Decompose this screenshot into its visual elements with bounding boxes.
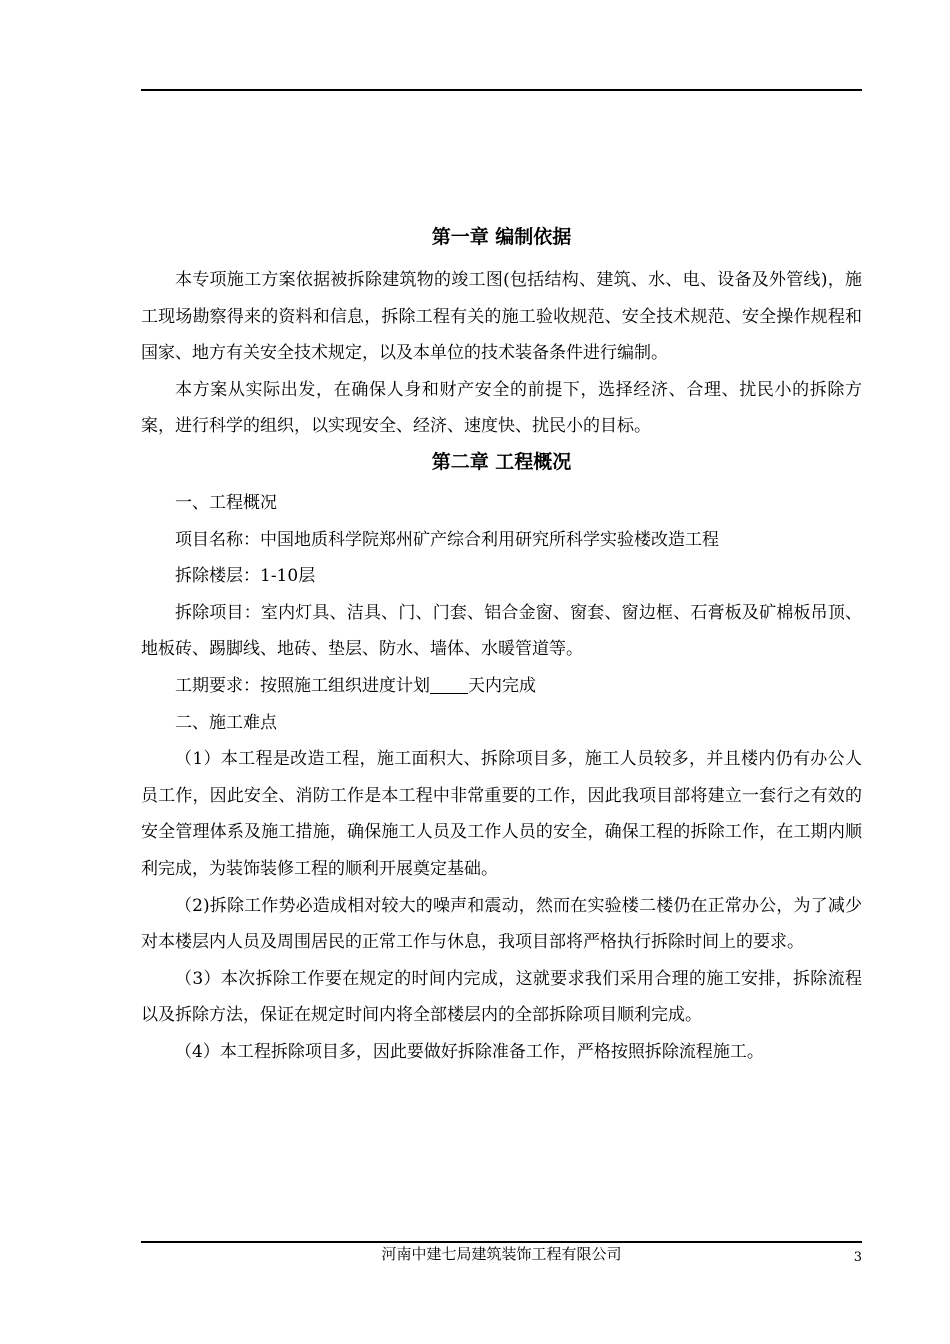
section-2-heading: 二、施工难点 bbox=[175, 712, 277, 733]
schedule-requirement bbox=[141, 668, 862, 705]
schedule-prefix: 工期要求：按照施工组织进度计划 bbox=[175, 675, 430, 696]
difficulty-4: （4）本工程拆除项目多，因此要做好拆除准备工作，严格按照拆除流程施工。 bbox=[175, 1041, 764, 1062]
chapter-2-title: 第二章 工程概况 bbox=[431, 450, 572, 473]
chapter-1-paragraph-1: 本专项施工方案依据被拆除建筑物的竣工图(包括结构、建筑、水、电、设备及外管线)，施工现场勘察得来的资料和信息，拆除工程有关的施工验收规范、安全技术规范、安全操作规程和国家、地方有关安全技术规定，以及本单位的技术装备条件进行编制。 bbox=[141, 270, 862, 364]
chapter-1-paragraph-2: 本方案从实际出发，在确保人身和财产安全的前提下，选择经济、合理、扰民小的拆除方案，进行科学的组织，以实现安全、经济、速度快、扰民小的目标。 bbox=[141, 379, 862, 437]
difficulty-1: （1）本工程是改造工程，施工面积大、拆除项目多，施工人员较多，并且楼内仍有办公人员工作，因此安全、消防工作是本工程中非常重要的工作，因此我项目部将建立一套行之有效的安全管理体系及施工措施，确保施工人员及工作人员的安全，确保工程的拆除工作，在工期内顺利完成，为装饰装修工程的顺利开展奠定基础。 bbox=[141, 749, 862, 879]
page-number: 3 bbox=[853, 1250, 862, 1265]
difficulty-3: （3）本次拆除工作要在规定的时间内完成，这就要求我们采用合理的施工安排，拆除流程以及拆除方法，保证在规定时间内将全部楼层内的全部拆除项目顺利完成。 bbox=[141, 968, 862, 1026]
schedule-suffix: 天内完成 bbox=[468, 675, 536, 696]
footer-company-name: 河南中建七局建筑装饰工程有限公司 bbox=[381, 1245, 622, 1263]
footer-rule bbox=[141, 1241, 862, 1243]
document-body bbox=[141, 222, 862, 1070]
demolition-items: 拆除项目：室内灯具、洁具、门、门套、铝合金窗、窗套、窗边框、石膏板及矿棉板吊顶、地板砖、踢脚线、地砖、垫层、防水、墙体、水暖管道等。 bbox=[141, 602, 862, 660]
demolition-floors: 拆除楼层：1-10层 bbox=[175, 566, 316, 587]
difficulty-2: （2)拆除工作势必造成相对较大的噪声和震动，然而在实验楼二楼仍在正常办公，为了减少对本楼层内人员及周围居民的正常工作与休息，我项目部将严格执行拆除时间上的要求。 bbox=[141, 895, 862, 953]
header-rule bbox=[141, 89, 862, 91]
section-1-heading: 一、工程概况 bbox=[175, 492, 277, 513]
schedule-blank bbox=[430, 675, 468, 694]
project-name: 项目名称：中国地质科学院郑州矿产综合利用研究所科学实验楼改造工程 bbox=[175, 529, 719, 550]
chapter-1-title: 第一章 编制依据 bbox=[431, 226, 572, 248]
